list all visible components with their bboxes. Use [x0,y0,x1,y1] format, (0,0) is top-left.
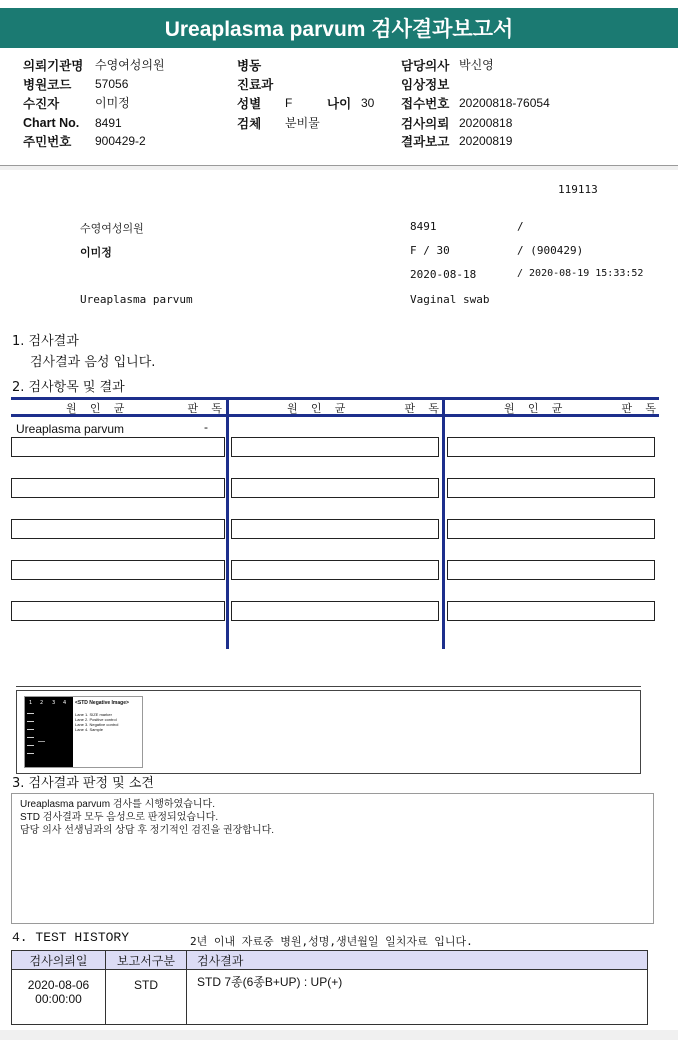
header-field [401,131,512,150]
empty-result-cell [11,560,225,580]
history-column-header: 검사의뢰일 [12,951,106,970]
history-date: 2020-08-06 [27,978,90,992]
empty-result-cell [447,519,655,539]
header-label: 수진자 [23,96,60,111]
result-pathogen: Ureaplasma parvum [16,422,125,436]
empty-result-cell [447,560,655,580]
lane-number: 3 [52,700,56,706]
summary-hospital: 수영여성의원 [80,222,144,235]
section-2-heading: 2. 검사항목 및 결과 [12,380,125,395]
info-header [0,48,678,166]
header-label: 접수번호 [401,96,450,111]
header-value: 20200818-76054 [459,95,550,110]
header-label: 주민번호 [23,134,72,149]
pathogen-header: 원 인 균 [504,402,563,415]
history-row [12,970,648,1025]
summary-chart-no: 8491 [410,220,437,233]
empty-result-cell [447,601,655,621]
pathogen-header: 원 인 균 [287,402,346,415]
pathogen-header: 원 인 균 [66,402,125,415]
header-value: 분비물 [285,116,320,130]
summary-chart-separator: / [517,220,524,233]
gel-legend-item: Lane 4. Sample [75,727,104,732]
lane-number: 1 [29,700,33,706]
opinion-line: Ureaplasma parvum 검사를 시행하였습니다. [20,799,215,810]
header-label: 의뢰기관명 [23,58,84,73]
empty-result-cell [231,560,439,580]
header-field [237,93,292,112]
header-field [23,131,146,150]
history-type: STD [106,970,187,1025]
header-label: 검사의뢰 [401,116,450,131]
gel-legend-item: Lane 3. Negative control [75,722,119,727]
header-label: 담당의사 [401,58,450,73]
history-date-cell [12,970,106,1025]
header-value: 20200818 [459,115,513,130]
header-label: Chart No. [23,115,80,130]
history-table [11,950,648,1025]
history-header-row [12,951,648,970]
header-field [237,55,285,74]
header-value: 박신영 [459,58,494,72]
header-value: 이미정 [95,96,130,110]
report-page [0,170,678,1030]
gel-band [27,721,34,722]
report-title: Ureaplasma parvum 검사결과보고서 [0,8,678,48]
header-value: 900429-2 [95,133,146,148]
judgement-header: 판 독 [621,402,656,415]
gel-band [27,737,34,738]
section-1-heading: 1. 검사결과 [12,334,79,349]
result-judgement: - [204,420,208,434]
header-field [401,74,459,93]
header-value: 20200819 [459,133,513,148]
gel-band [27,729,34,730]
report-number: 119113 [558,183,598,196]
section-3-heading: 3. 검사결과 판정 및 소견 [12,776,154,791]
empty-result-cell [231,437,439,457]
empty-result-cell [231,601,439,621]
empty-result-cell [11,601,225,621]
column-divider [226,397,229,649]
header-label: 병동 [237,58,262,73]
column-header [66,400,222,416]
header-label: 나이 [327,96,352,111]
header-value: 30 [361,95,375,110]
summary-birth: / (900429) [517,244,584,257]
gel-title: <STD Negative Image> [75,700,129,706]
header-field [401,55,494,74]
header-field [237,113,320,132]
gel-band [27,745,34,746]
header-value: F [285,95,293,110]
header-value: 수영여성의원 [95,58,165,72]
gel-top-rule [16,686,641,687]
header-field [23,93,130,112]
summary-request-date: 2020-08-18 [410,268,477,281]
header-value: 8491 [95,115,122,130]
summary-test-name: Ureaplasma parvum [80,293,193,306]
history-result: STD 7종(6종B+UP) : UP(+) [187,970,648,1025]
summary-report-datetime: / 2020-08-19 15:33:52 [517,268,644,279]
empty-result-cell [11,478,225,498]
lane-number: 4 [63,700,67,706]
header-label: 병원코드 [23,77,72,92]
gel-band [27,713,34,714]
summary-patient-name: 이미정 [80,246,112,259]
header-field [327,93,374,112]
empty-result-cell [231,519,439,539]
header-label: 진료과 [237,77,274,92]
history-column-header: 검사결과 [187,951,648,970]
empty-result-cell [231,478,439,498]
opinion-line: 담당 의사 선생님과의 상담 후 정기적인 검진을 권장합니다. [20,825,275,836]
gel-photo [25,697,73,767]
history-time: 00:00:00 [35,992,82,1006]
gel-legend [73,697,131,767]
column-header [504,400,656,416]
empty-result-cell [447,437,655,457]
history-column-header: 보고서구분 [106,951,187,970]
header-label: 성별 [237,96,262,111]
gel-legend-item: Lane 1. SIZE marker [75,712,112,717]
opinion-box [11,793,654,924]
top-strip [0,0,678,8]
empty-result-cell [447,478,655,498]
summary-specimen: Vaginal swab [410,293,490,306]
column-header [287,400,439,416]
judgement-header: 판 독 [404,402,439,415]
header-field [23,55,165,74]
section-4-heading: 4. TEST HISTORY [12,930,130,945]
section-1-result: 검사결과 음성 입니다. [30,355,156,370]
gel-band [27,753,34,754]
empty-result-cell [11,519,225,539]
header-value: 57056 [95,76,129,91]
history-note: 2년 이내 자료중 병원,성명,생년월일 일치자료 입니다. [190,935,473,948]
gel-legend-item: Lane 2. Positive control [75,717,117,722]
summary-sex-age: F / 30 [410,244,450,257]
header-field [401,93,550,112]
opinion-line: STD 검사결과 모두 음성으로 판정되었습니다. [20,812,219,823]
judgement-header: 판 독 [187,402,222,415]
gel-image [24,696,143,768]
lane-number: 2 [40,700,44,706]
header-field [23,113,122,132]
gel-band [38,741,45,742]
header-field [237,74,285,93]
header-label: 검체 [237,116,262,131]
empty-result-cell [11,437,225,457]
column-divider [442,397,445,649]
header-label: 임상정보 [401,77,450,92]
header-field [401,113,512,132]
header-field [23,74,128,93]
header-label: 결과보고 [401,134,450,149]
